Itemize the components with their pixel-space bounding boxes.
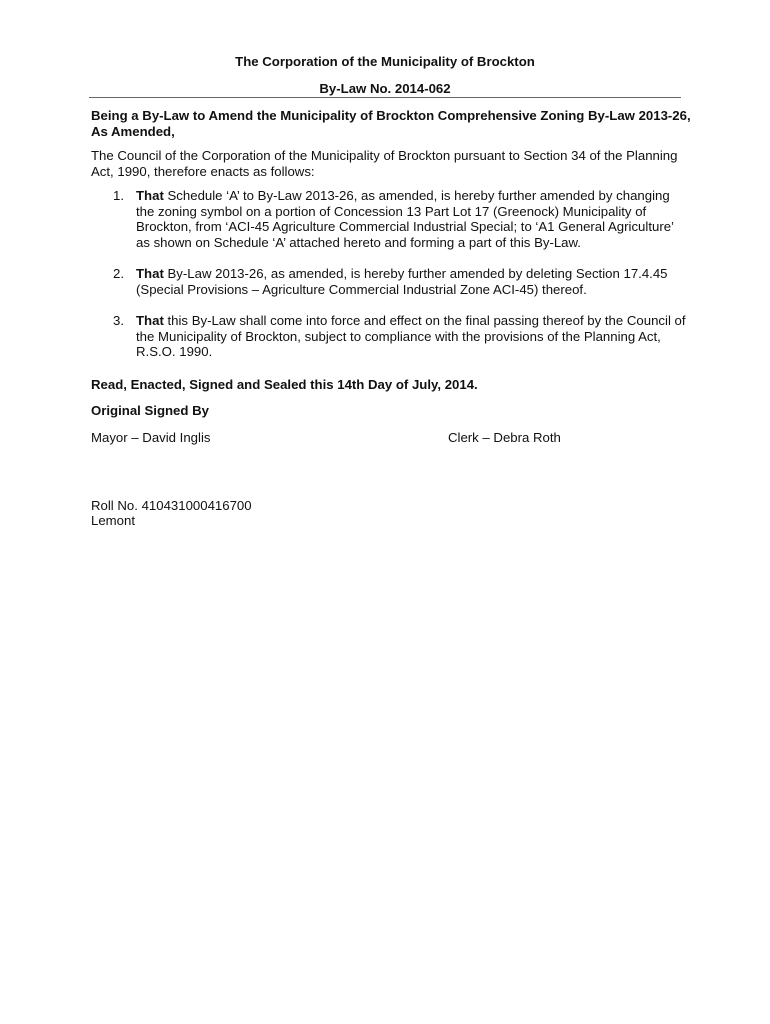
- clause-number: 2.: [113, 266, 124, 281]
- clause-item: [91, 266, 691, 297]
- clause-lead: That: [136, 188, 164, 203]
- enactment-statement: Read, Enacted, Signed and Sealed this 14th Day of July, 2014.: [91, 377, 478, 392]
- clause-number: 1.: [113, 188, 124, 203]
- bylaw-number: By-Law No. 2014-062: [319, 81, 451, 96]
- bylaw-heading: Being a By-Law to Amend the Municipality of Brockton Comprehensive Zoning By-Law 2013-26, As Amended,: [91, 108, 691, 139]
- clause-number: 3.: [113, 313, 124, 328]
- clause-item: [91, 313, 691, 360]
- document-title: The Corporation of the Municipality of Brockton: [235, 54, 535, 69]
- intro-paragraph: The Council of the Corporation of the Municipality of Brockton pursuant to Section 34 of the Planning Act, 1990, therefore enacts as follows:: [91, 148, 678, 179]
- clause-lead: That: [136, 313, 164, 328]
- clause-text: By-Law 2013-26, as amended, is hereby further amended by deleting Section 17.4.45 (Special Provisions – Agriculture Commercial Industrial Zone ACI-45) thereof.: [136, 266, 668, 297]
- clerk-signatory: Clerk – Debra Roth: [448, 430, 561, 445]
- clause-text: this By-Law shall come into force and effect on the final passing thereof by the Council of the Municipality of Brockton, subject to compliance with the provisions of the Planning Act, R.S.O. 1990.: [136, 313, 686, 359]
- clause-item: [91, 188, 691, 250]
- place-name: Lemont: [91, 513, 135, 528]
- roll-number: Roll No. 410431000416700: [91, 498, 252, 513]
- signed-by-label: Original Signed By: [91, 403, 209, 418]
- mayor-signatory: Mayor – David Inglis: [91, 430, 211, 445]
- clause-lead: That: [136, 266, 164, 281]
- clause-list: [91, 188, 691, 376]
- clause-text: Schedule ‘A’ to By-Law 2013-26, as amended, is hereby further amended by changing the zoning symbol on a portion of Concession 13 Part Lot 17 (Greenock) Municipality of Brockton, from ‘ACI-45 Agriculture Commercial Industrial Special; to ‘A1 General Agriculture’ as shown on Schedule ‘A’ attached hereto and forming a part of this By-Law.: [136, 188, 674, 250]
- header-divider: [89, 97, 681, 98]
